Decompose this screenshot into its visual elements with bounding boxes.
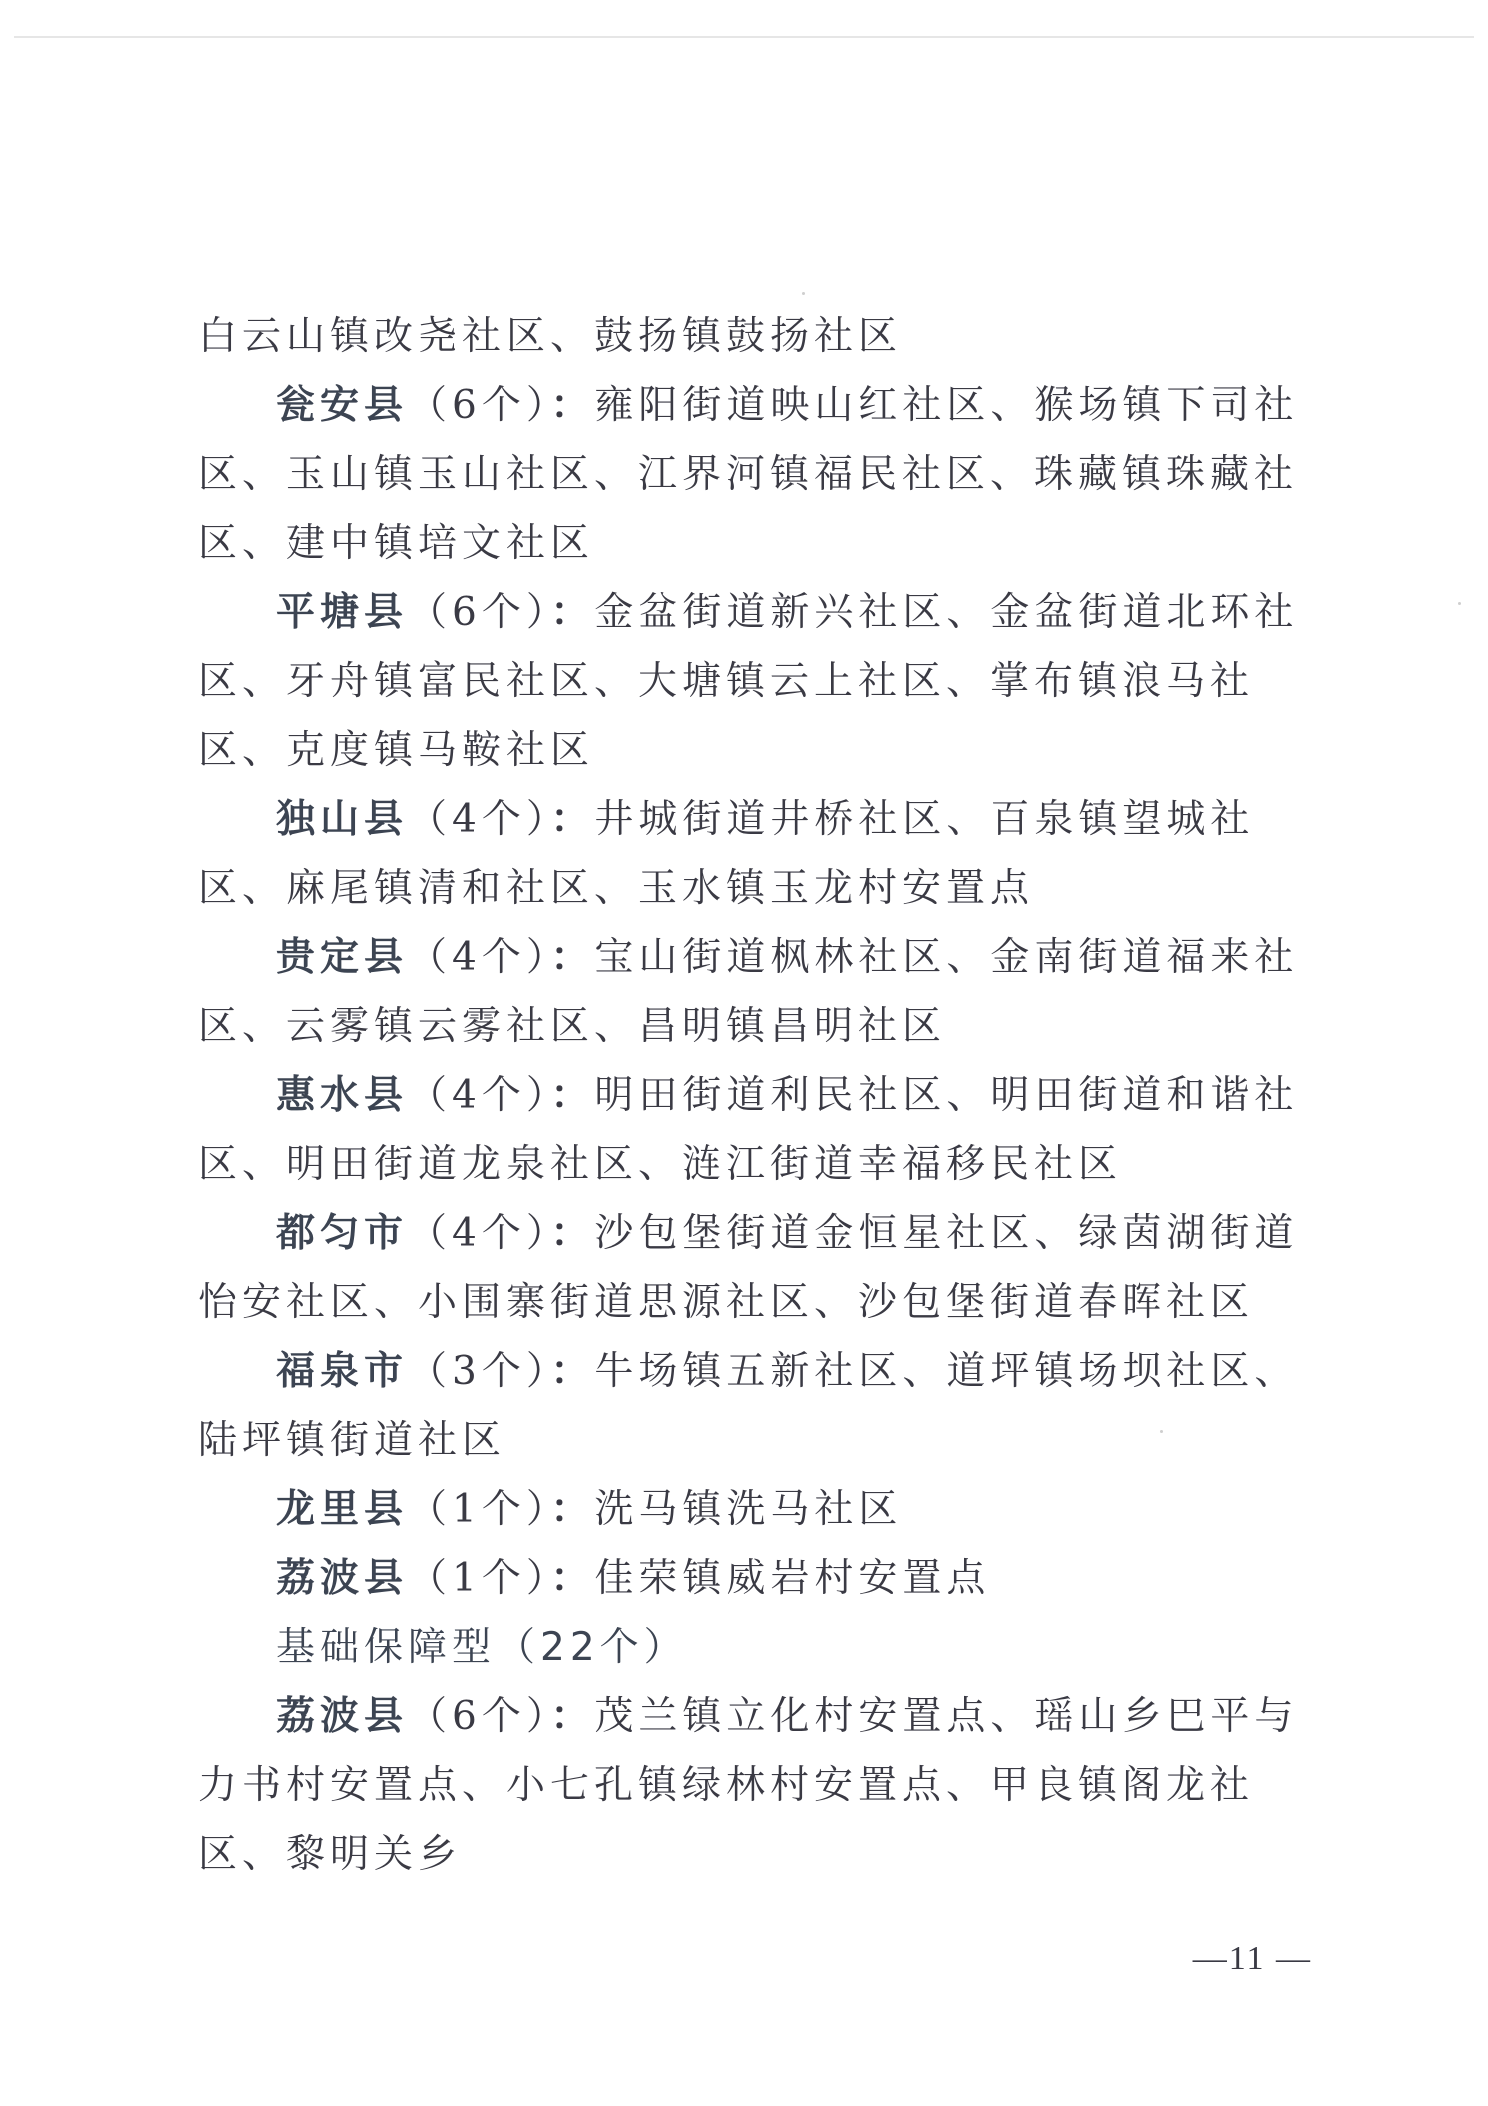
county-name: 贵定县 [276,935,409,980]
county-name: 瓮安县 [276,383,409,428]
county-name: 荔波县 [276,1556,409,1601]
site-list: 井城街道井桥社区、百泉镇望城社区、麻尾镇清和社区、玉水镇玉龙村安置点 [198,797,1255,911]
colon: ： [550,1072,595,1118]
paragraph-text: 白云山镇改尧社区、鼓扬镇鼓扬社区 [198,314,903,359]
county-entry-pingtang [198,578,1316,785]
site-list: 雍阳街道映山红社区、猴场镇下司社区、玉山镇玉山社区、江界河镇福民社区、珠藏镇珠藏社区、建中镇培文社区 [198,383,1299,566]
site-count: （6个） [408,590,551,635]
county-entry-guiding [198,923,1316,1061]
county-entry-duyun [198,1199,1316,1337]
site-list: 沙包堡街道金恒星社区、绿茵湖街道怡安社区、小围寨街道思源社区、沙包堡街道春晖社区 [198,1211,1299,1325]
site-list: 明田街道利民社区、明田街道和谐社区、明田街道龙泉社区、涟江街道幸福移民社区 [198,1073,1299,1187]
site-count: （4个） [408,1211,551,1256]
county-name: 福泉市 [276,1349,409,1394]
continuation-paragraph [198,302,1316,371]
site-count: （4个） [408,1073,551,1118]
colon: ： [550,1486,595,1532]
site-list: 洗马镇洗马社区 [594,1487,903,1532]
county-name: 惠水县 [276,1073,409,1118]
site-count: （3个） [408,1349,551,1394]
scan-speck [1458,602,1461,605]
site-list: 金盆街道新兴社区、金盆街道北环社区、牙舟镇富民社区、大塘镇云上社区、掌布镇浪马社区、克度镇马鞍社区 [198,590,1299,773]
colon: ： [550,589,595,635]
county-name: 荔波县 [276,1694,409,1739]
scan-speck [1160,1430,1163,1433]
scan-top-edge [14,36,1474,38]
site-count: （6个） [408,1694,551,1739]
colon: ： [550,934,595,980]
county-entry-libo-basic [198,1682,1316,1889]
county-name: 都匀市 [276,1211,409,1256]
county-name: 龙里县 [276,1487,409,1532]
colon: ： [550,1210,595,1256]
colon: ： [550,1555,595,1601]
county-name: 平塘县 [276,590,409,635]
site-list: 茂兰镇立化村安置点、瑶山乡巴平与力书村安置点、小七孔镇绿林村安置点、甲良镇阁龙社区、黎明关乡 [198,1694,1299,1877]
county-entry-fuquan [198,1337,1316,1475]
site-count: （4个） [408,935,551,980]
colon: ： [550,796,595,842]
site-count: （1个） [408,1487,551,1532]
county-name: 独山县 [276,797,409,842]
county-entry-wengan [198,371,1316,578]
document-body [198,302,1316,1889]
colon: ： [550,1348,595,1394]
section-title: 基础保障型（22个） [276,1625,688,1670]
colon: ： [550,1693,595,1739]
colon: ： [550,382,595,428]
county-entry-libo [198,1544,1316,1613]
site-count: （1个） [408,1556,551,1601]
site-list: 牛场镇五新社区、道坪镇场坝社区、陆坪镇街道社区 [198,1349,1299,1463]
site-list: 佳荣镇威岩村安置点 [594,1556,991,1601]
scan-speck [802,292,805,295]
site-count: （4个） [408,797,551,842]
section-heading-basic-guarantee [198,1613,1316,1682]
page-number: —11 — [1192,1940,1312,1977]
county-entry-dushan [198,785,1316,923]
county-entry-huishui [198,1061,1316,1199]
county-entry-longli [198,1475,1316,1544]
site-list: 宝山街道枫林社区、金南街道福来社区、云雾镇云雾社区、昌明镇昌明社区 [198,935,1299,1049]
site-count: （6个） [408,383,551,428]
